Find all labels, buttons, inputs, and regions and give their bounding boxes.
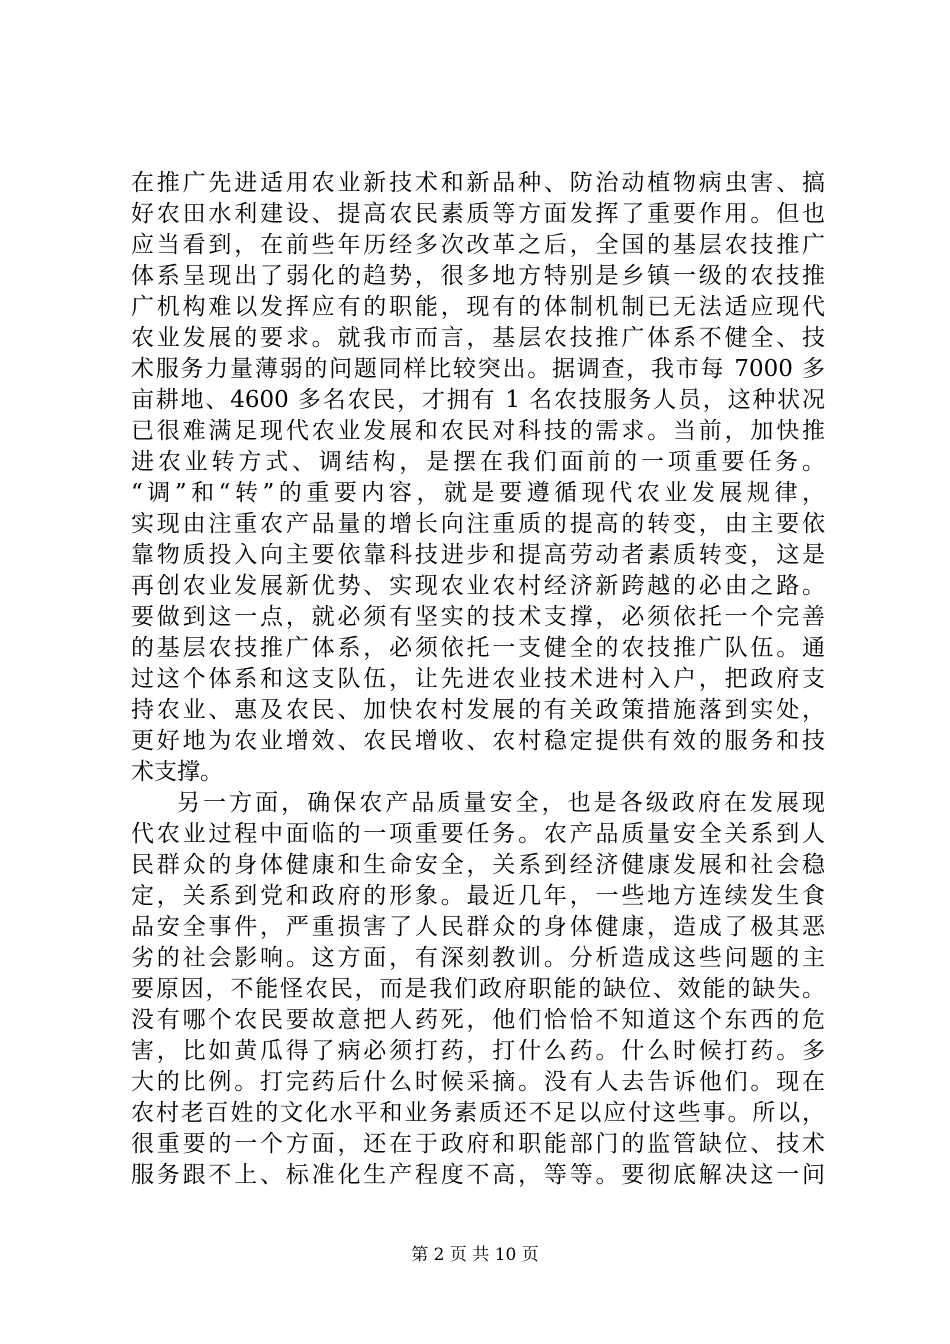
text-line: 靠物质投入向主要依靠科技进步和提高劳动者素质转变，这是 bbox=[131, 542, 825, 568]
text-line: 亩耕地、4600 多名农民，才拥有 1 名农技服务人员，这种状况 bbox=[131, 387, 825, 413]
text-line: 代农业过程中面临的一项重要任务。农产品质量安全关系到人 bbox=[131, 821, 825, 847]
text-line: 实现由注重农产品量的增长向注重质的提高的转变，由主要依 bbox=[131, 511, 825, 537]
text-line: 大的比例。打完药后什么时候采摘。没有人去告诉他们。现在 bbox=[131, 1069, 825, 1095]
text-line: 再创农业发展新优势、实现农业农村经济新跨越的必由之路。 bbox=[131, 573, 825, 599]
text-line: 在推广先进适用农业新技术和新品种、防治动植物病虫害、搞 bbox=[131, 170, 825, 196]
text-line: 广机构难以发挥应有的职能，现有的体制机制已无法适应现代 bbox=[131, 294, 825, 320]
text-line: 定，关系到党和政府的形象。最近几年，一些地方连续发生食 bbox=[131, 883, 825, 909]
text-line: 要做到这一点，就必须有坚实的技术支撑，必须依托一个完善 bbox=[131, 604, 825, 630]
paragraph-start-line: 另一方面，确保农产品质量安全，也是各级政府在发展现 bbox=[177, 790, 825, 816]
text-line: 劣的社会影响。这方面，有深刻教训。分析造成这些问题的主 bbox=[131, 945, 825, 971]
text-line: 农业发展的要求。就我市而言，基层农技推广体系不健全、技 bbox=[131, 325, 825, 351]
body-text bbox=[131, 168, 825, 1191]
text-line: 过这个体系和这支队伍，让先进农业技术进村入户，把政府支 bbox=[131, 666, 825, 692]
text-line: 持农业、惠及农民、加快农村发展的有关政策措施落到实处， bbox=[131, 697, 825, 723]
text-line: 的基层农技推广体系，必须依托一支健全的农技推广队伍。通 bbox=[131, 635, 825, 661]
text-line: 没有哪个农民要故意把人药死，他们恰恰不知道这个东西的危 bbox=[131, 1007, 825, 1033]
text-line: 品安全事件，严重损害了人民群众的身体健康，造成了极其恶 bbox=[131, 914, 825, 940]
text-line: 术服务力量薄弱的问题同样比较突出。据调查，我市每 7000 多 bbox=[131, 356, 825, 382]
text-line: 民群众的身体健康和生命安全，关系到经济健康发展和社会稳 bbox=[131, 852, 825, 878]
text-line: 很重要的一个方面，还在于政府和职能部门的监管缺位、技术 bbox=[131, 1131, 825, 1157]
text-line: 害，比如黄瓜得了病必须打药，打什么药。什么时候打药。多 bbox=[131, 1038, 825, 1064]
text-line: 好农田水利建设、提高农民素质等方面发挥了重要作用。但也 bbox=[131, 201, 825, 227]
text-line: 更好地为农业增效、农民增收、农村稳定提供有效的服务和技 bbox=[131, 728, 825, 754]
text-line: 进农业转方式、调结构，是摆在我们面前的一项重要任务。 bbox=[131, 449, 825, 475]
text-line: 要原因，不能怪农民，而是我们政府职能的缺位、效能的缺失。 bbox=[131, 976, 825, 1002]
paragraph-end-line: 术支撑。 bbox=[131, 759, 223, 785]
page-number-footer: 第 2 页 共 10 页 bbox=[411, 1245, 539, 1265]
text-line: “调”和“转”的重要内容，就是要遵循现代农业发展规律， bbox=[131, 480, 825, 506]
text-line: 体系呈现出了弱化的趋势，很多地方特别是乡镇一级的农技推 bbox=[131, 263, 825, 289]
text-line: 农村老百姓的文化水平和业务素质还不足以应付这些事。所以， bbox=[131, 1100, 825, 1126]
text-line: 应当看到，在前些年历经多次改革之后，全国的基层农技推广 bbox=[131, 232, 825, 258]
text-line: 服务跟不上、标准化生产程度不高，等等。要彻底解决这一问 bbox=[131, 1162, 825, 1188]
text-line: 已很难满足现代农业发展和农民对科技的需求。当前，加快推 bbox=[131, 418, 825, 444]
